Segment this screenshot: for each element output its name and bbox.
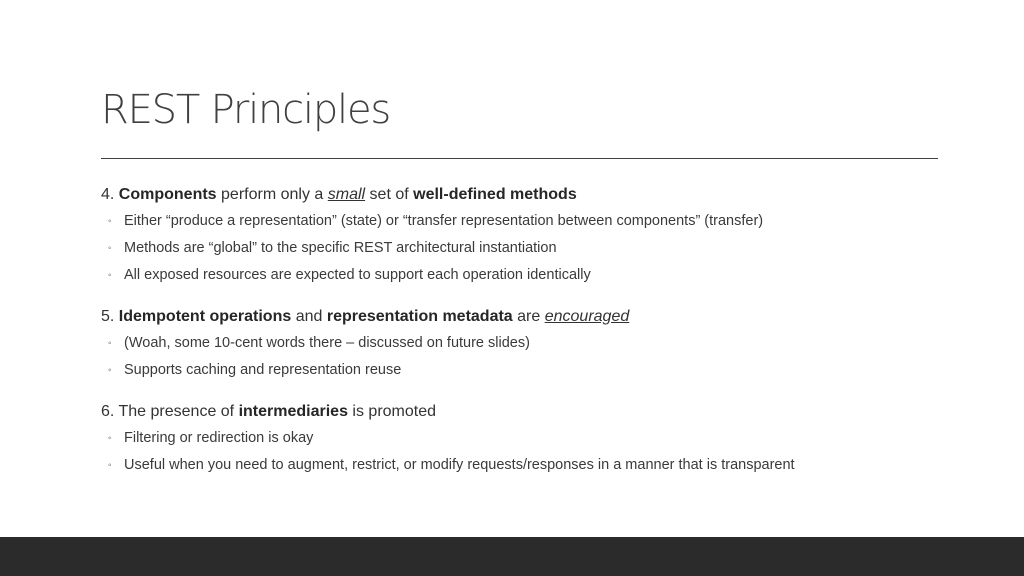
subpoint xyxy=(101,262,941,289)
emphasis-representation-metadata: representation metadata xyxy=(326,308,513,325)
subpoint-text: Either “produce a representation” (state) or “transfer representation between components” (transfer) xyxy=(124,213,764,229)
bullet-icon: ◦ xyxy=(108,433,112,444)
point-4-subpoints xyxy=(101,208,941,289)
subpoint-text: Methods are “global” to the specific REST architectural instantiation xyxy=(124,240,557,256)
point-6 xyxy=(101,399,941,479)
subpoint-text: (Woah, some 10-cent words there – discussed on future slides) xyxy=(124,335,530,351)
point-number: 5. xyxy=(101,308,115,325)
title-divider xyxy=(101,158,938,159)
point-5-subpoints xyxy=(101,330,941,384)
bullet-icon: ◦ xyxy=(108,460,112,471)
point-6-heading xyxy=(101,399,941,425)
heading-text: set of xyxy=(369,186,409,203)
subpoint xyxy=(101,235,941,262)
point-number: 4. xyxy=(101,186,115,203)
bullet-icon: ◦ xyxy=(108,365,112,376)
emphasis-well-defined-methods: well-defined methods xyxy=(413,186,577,203)
emphasis-intermediaries: intermediaries xyxy=(238,403,348,420)
subpoint-text: Supports caching and representation reuse xyxy=(124,362,402,378)
point-5-heading xyxy=(101,304,941,330)
subpoint xyxy=(101,330,941,357)
footer-bar xyxy=(0,537,1024,576)
emphasis-idempotent-operations: Idempotent operations xyxy=(118,308,292,325)
heading-text: is promoted xyxy=(352,403,437,420)
bullet-icon: ◦ xyxy=(108,338,112,349)
heading-text: The presence of xyxy=(118,403,235,420)
point-5 xyxy=(101,304,941,384)
subpoint xyxy=(101,452,941,479)
point-number: 6. xyxy=(101,403,115,420)
emphasis-small: small xyxy=(327,186,366,203)
subpoint-text: Useful when you need to augment, restrict, or modify requests/responses in a manner that is transparent xyxy=(124,457,795,473)
bullet-icon: ◦ xyxy=(108,216,112,227)
emphasis-encouraged: encouraged xyxy=(544,308,630,325)
heading-text: perform only a xyxy=(221,186,324,203)
heading-text: and xyxy=(295,308,323,325)
slide-content xyxy=(101,182,941,494)
subpoint xyxy=(101,425,941,452)
emphasis-components: Components xyxy=(118,186,217,203)
bullet-icon: ◦ xyxy=(108,270,112,281)
point-4 xyxy=(101,182,941,289)
subpoint-text: All exposed resources are expected to support each operation identically xyxy=(124,267,591,283)
bullet-icon: ◦ xyxy=(108,243,112,254)
point-4-heading xyxy=(101,182,941,208)
subpoint-text: Filtering or redirection is okay xyxy=(124,430,314,446)
subpoint xyxy=(101,208,941,235)
heading-text: are xyxy=(517,308,541,325)
slide-title: REST Principles xyxy=(101,87,390,133)
subpoint xyxy=(101,357,941,384)
point-6-subpoints xyxy=(101,425,941,479)
